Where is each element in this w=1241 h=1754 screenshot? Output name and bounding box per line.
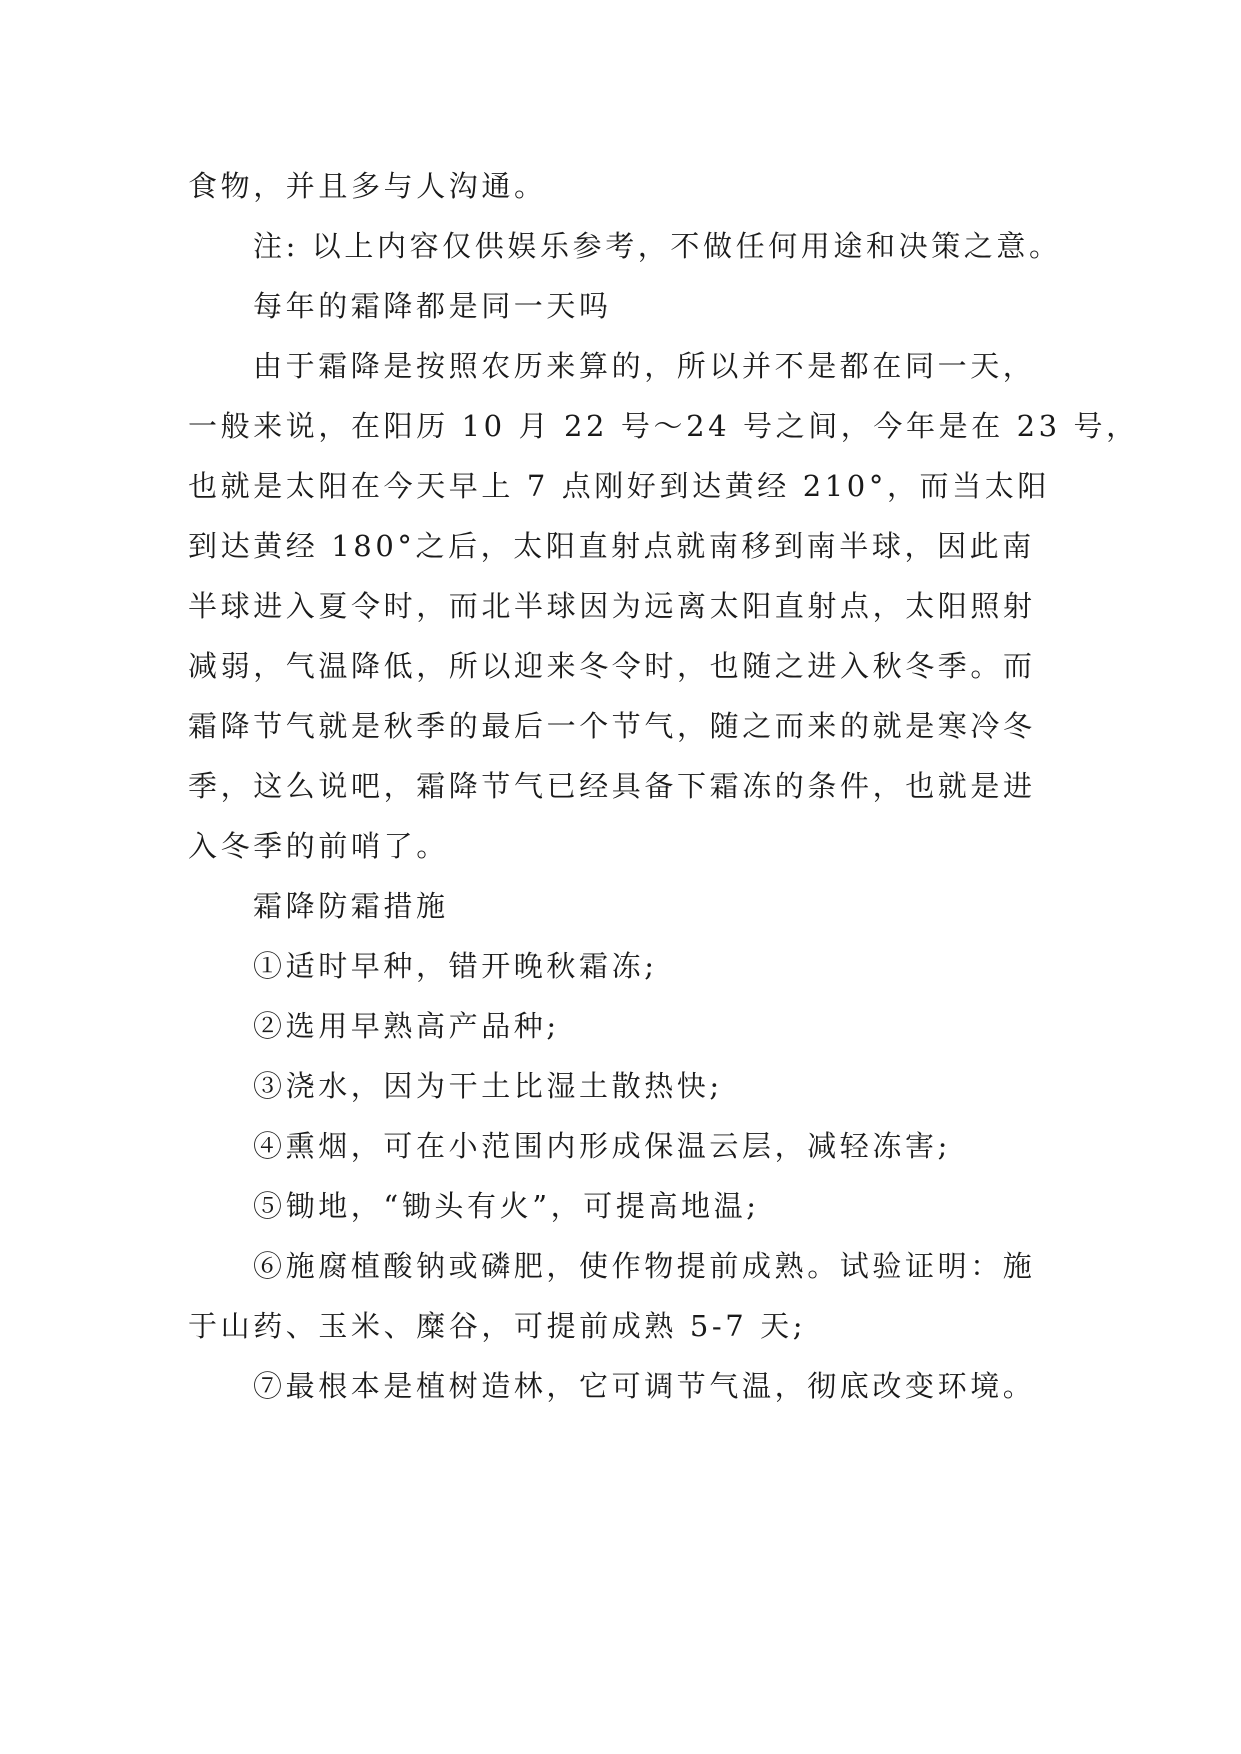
list-item: ⑤锄地，“锄头有火”，可提高地温;	[253, 1189, 760, 1223]
note-line: 注: 以上内容仅供娱乐参考，不做任何用途和决策之意。	[253, 229, 1062, 263]
section-heading: 霜降防霜措施	[253, 889, 449, 923]
paragraph-line: 半球进入夏令时，而北半球因为远离太阳直射点，太阳照射	[188, 589, 1036, 623]
paragraph-line: 也就是太阳在今天早上 7 点刚好到达黄经 210°，而当太阳	[188, 469, 1050, 503]
list-item: ⑦最根本是植树造林，它可调节气温，彻底改变环境。	[253, 1369, 1036, 1403]
section-heading: 每年的霜降都是同一天吗	[253, 289, 612, 323]
paragraph-line: 食物，并且多与人沟通。	[188, 169, 547, 203]
list-item-continuation: 于山药、玉米、糜谷，可提前成熟 5-7 天;	[188, 1309, 807, 1343]
paragraph-line: 由于霜降是按照农历来算的，所以并不是都在同一天，	[253, 349, 1036, 383]
list-item: ③浇水，因为干土比湿土散热快;	[253, 1069, 723, 1103]
paragraph-line: 季，这么说吧，霜降节气已经具备下霜冻的条件，也就是进	[188, 769, 1036, 803]
paragraph-line: 到达黄经 180°之后，太阳直射点就南移到南半球，因此南	[188, 529, 1035, 563]
paragraph-line: 一般来说，在阳历 10 月 22 号～24 号之间，今年是在 23 号，	[188, 409, 1139, 443]
document-body	[188, 156, 1139, 1416]
paragraph-line: 入冬季的前哨了。	[188, 829, 449, 863]
list-item: ④熏烟，可在小范围内形成保温云层，减轻冻害;	[253, 1129, 951, 1163]
paragraph-line: 霜降节气就是秋季的最后一个节气，随之而来的就是寒冷冬	[188, 709, 1036, 743]
paragraph-line: 减弱，气温降低，所以迎来冬令时，也随之进入秋冬季。而	[188, 649, 1036, 683]
list-item: ①适时早种，错开晚秋霜冻;	[253, 949, 658, 983]
list-item: ⑥施腐植酸钠或磷肥，使作物提前成熟。试验证明：施	[253, 1249, 1036, 1283]
list-item: ②选用早熟高产品种;	[253, 1009, 560, 1043]
